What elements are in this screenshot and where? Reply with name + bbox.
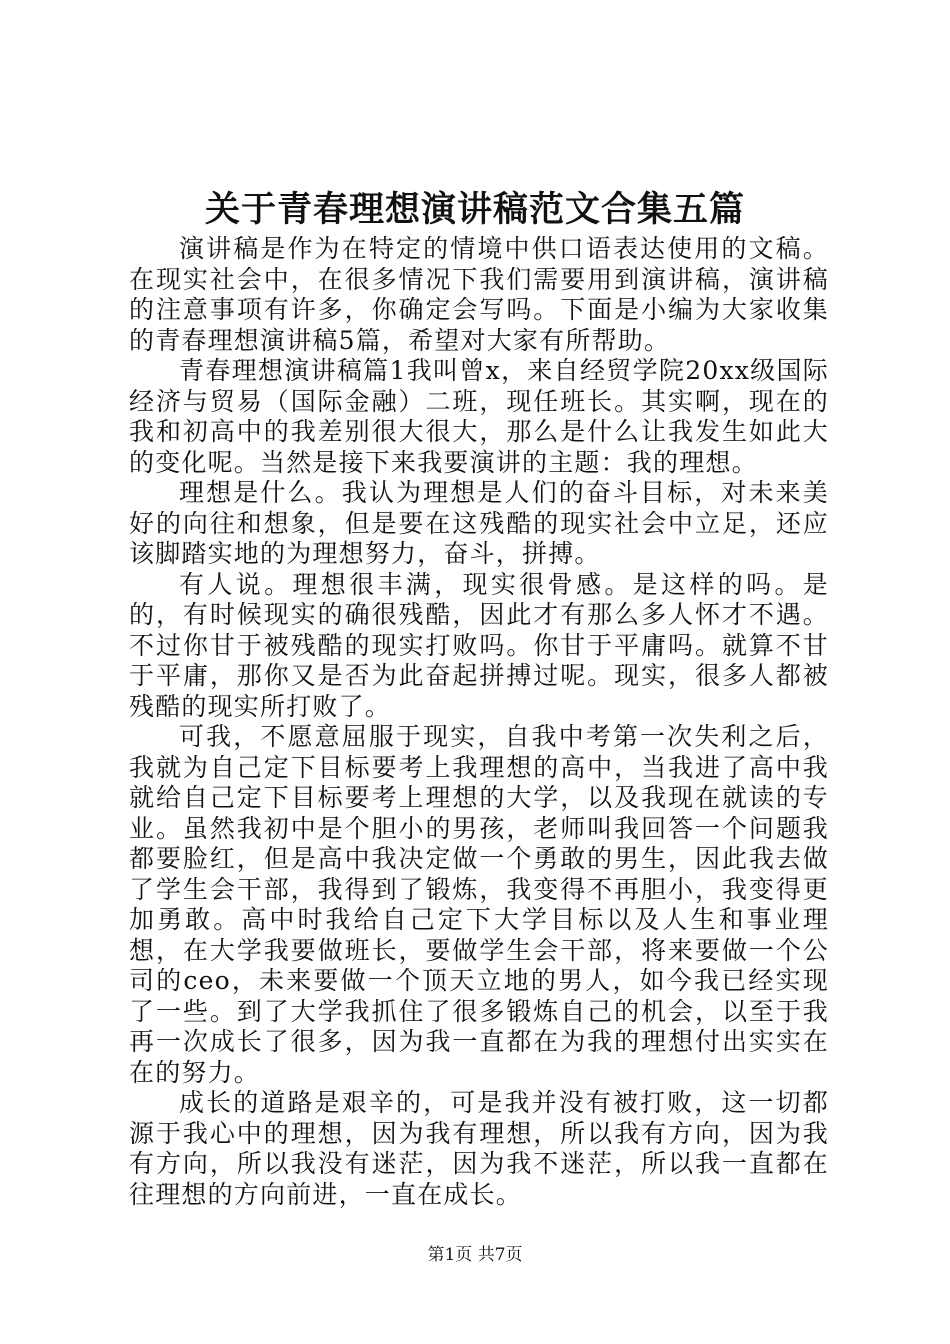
paragraph-speech-1-opening: 青春理想演讲稿篇1我叫曾x，来自经贸学院20xx级国际经济与贸易（国际金融）二班，现任班长。其实啊，现在的我和初高中的我差别很大很大，那么是什么让我发生如此大的变化呢。当然是接下来我要演讲的主题：我的理想。 <box>129 356 829 477</box>
paragraph-reality: 有人说。理想很丰满，现实很骨感。是这样的吗。是的，有时候现实的确很残酷，因此才有那么多人怀才不遇。不过你甘于被残酷的现实打败吗。你甘于平庸吗。就算不甘于平庸，那你又是否为此奋起拼搏过呢。现实，很多人都被残酷的现实所打败了。 <box>129 569 829 721</box>
paragraph-personal-story: 可我，不愿意屈服于现实，自我中考第一次失利之后，我就为自己定下目标要考上我理想的高中，当我进了高中我就给自己定下目标要考上理想的大学，以及我现在就读的专业。虽然我初中是个胆小的男孩，老师叫我回答一个问题我都要脸红，但是高中我决定做一个勇敢的男生，因此我去做了学生会干部，我得到了锻炼，我变得不再胆小，我变得更加勇敢。高中时我给自己定下大学目标以及人生和事业理想，在大学我要做班长，要做学生会干部，将来要做一个公司的ceo，未来要做一个顶天立地的男人，如今我已经实现了一些。到了大学我抓住了很多锻炼自己的机会，以至于我再一次成长了很多，因为我一直都在为我的理想付出实实在在的努力。 <box>129 722 829 1087</box>
paragraph-what-is-ideal: 理想是什么。我认为理想是人们的奋斗目标，对未来美好的向往和想象，但是要在这残酷的现实社会中立足，还应该脚踏实地的为理想努力，奋斗，拼搏。 <box>129 478 829 568</box>
document-body <box>129 234 829 1210</box>
paragraph-growth: 成长的道路是艰辛的，可是我并没有被打败，这一切都源于我心中的理想，因为我有理想，所以我有方向，因为我有方向，所以我没有迷茫，因为我不迷茫，所以我一直都在往理想的方向前进，一直在成长。 <box>129 1088 829 1209</box>
document-title: 关于青春理想演讲稿范文合集五篇 <box>204 189 745 230</box>
paragraph-intro: 演讲稿是作为在特定的情境中供口语表达使用的文稿。在现实社会中，在很多情况下我们需要用到演讲稿，演讲稿的注意事项有许多，你确定会写吗。下面是小编为大家收集的青春理想演讲稿5篇，希望对大家有所帮助。 <box>129 234 829 355</box>
page-number-footer: 第1页 共7页 <box>427 1245 523 1265</box>
